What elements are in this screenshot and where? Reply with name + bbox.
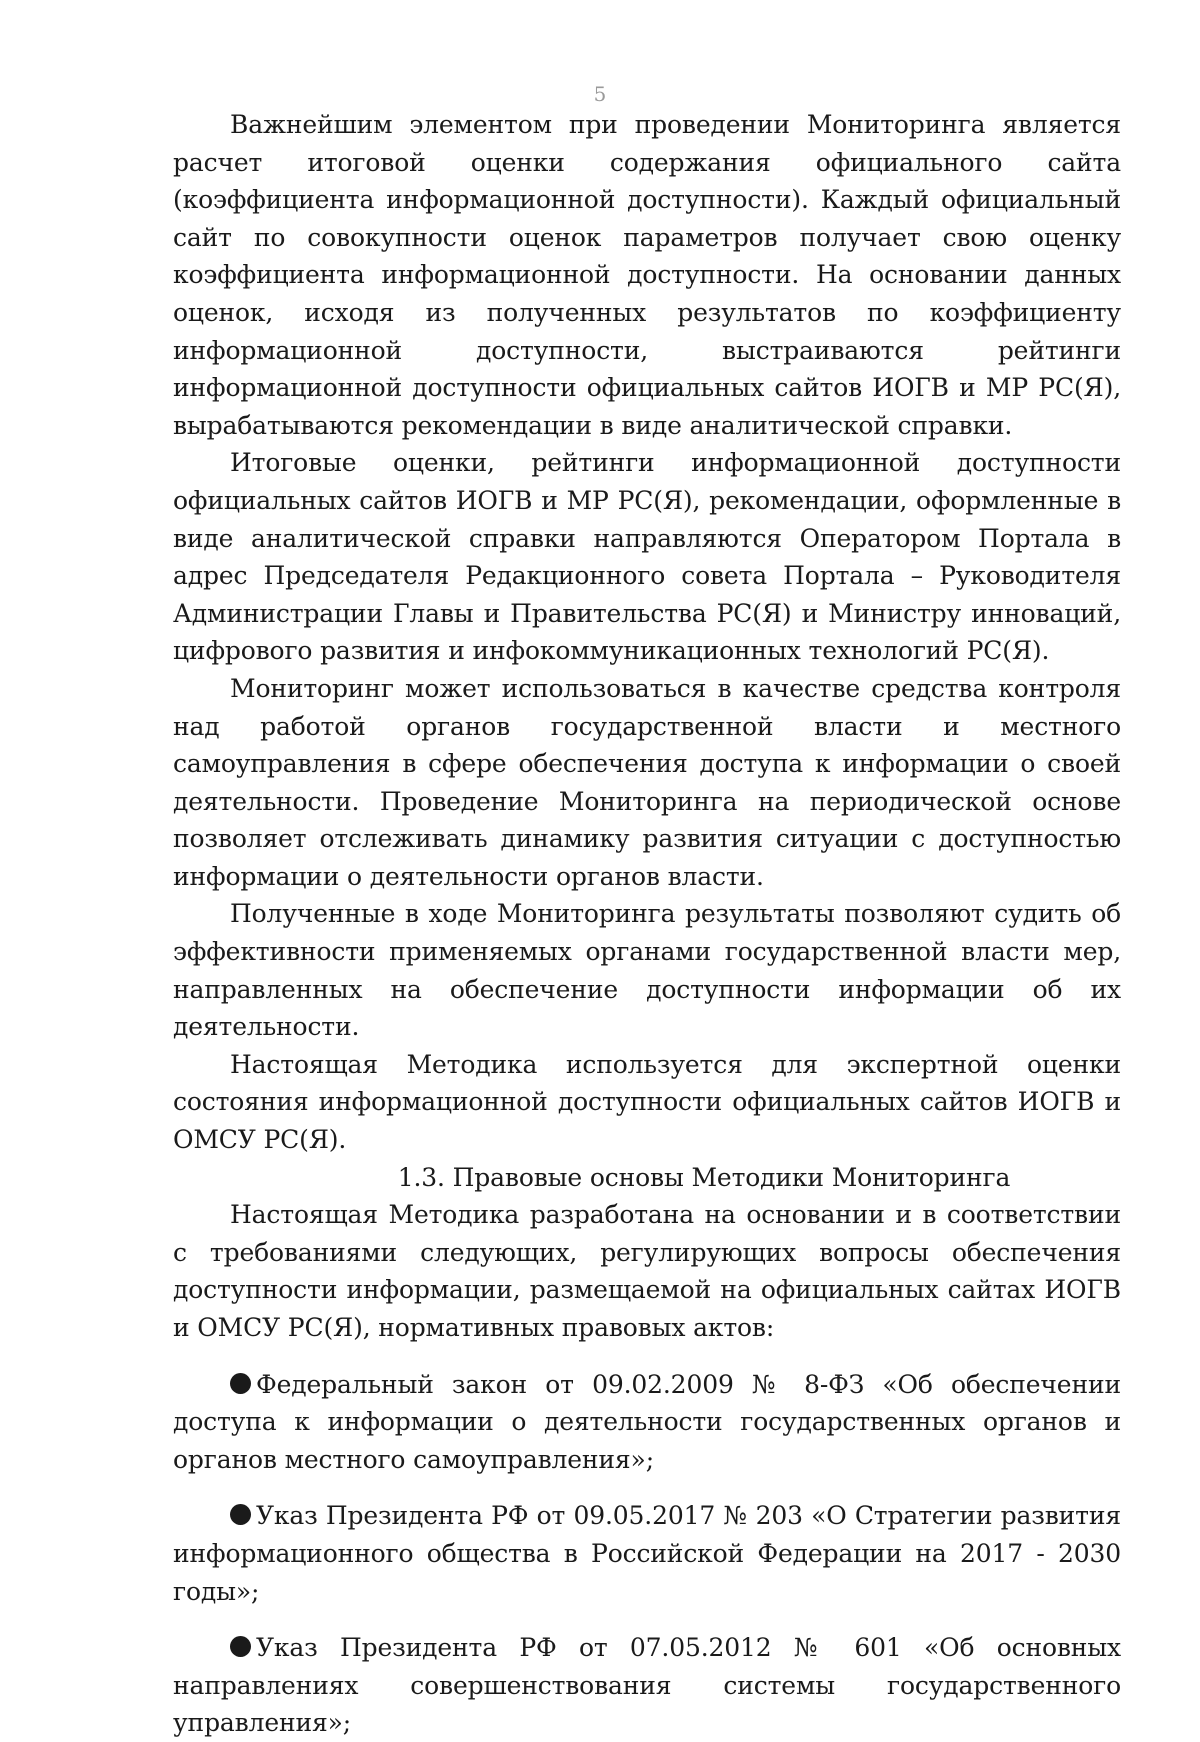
list-item (173, 1497, 1121, 1610)
paragraph-monitoring-control: Мониторинг может использоваться в качестве средства контроля над работой органов государственной власти и местного самоуправления в сфере обеспечения доступа к информации о своей деятельности. Проведение Мониторинга на периодической основе позволяет отслеживать динамику развития ситуации с доступностью информации о деятельности органов власти. (173, 673, 1121, 891)
list-item (173, 1366, 1121, 1479)
list-item-text: Указ Президента РФ от 09.05.2017 № 203 «О Стратегии развития информационного общества в Российской Федерации на 2017 - 2030 годы»; (173, 1501, 1121, 1606)
section-intro-paragraph: Настоящая Методика разработана на основании и в соответствии с требованиями следующих, регулирующих вопросы обеспечения доступности информации, размещаемой на официальных сайтах ИОГВ и ОМСУ РС(Я), нормативных правовых актов: (173, 1200, 1121, 1342)
list-item-text: Указ Президента РФ от 07.05.2012 № 601 «Об основных направлениях совершенствования системы государственного управления»; (173, 1633, 1121, 1738)
list-item-text: Федеральный закон от 09.02.2009 № 8-ФЗ «Об обеспечении доступа к информации о деятельности государственных органов и органов местного самоуправления»; (173, 1369, 1121, 1474)
bullet-icon (230, 1636, 251, 1657)
page-number: 5 (593, 82, 607, 106)
paragraph-rating-calculation: Важнейшим элементом при проведении Мониторинга является расчет итоговой оценки содержания официального сайта (коэффициента информационной доступности). Каждый официальный сайт по совокупности оценок параметров получает свою оценку коэффициента информационной доступности. На основании данных оценок, исходя из полученных результатов по коэффициенту информационной доступности, выстраиваются рейтинги информационной доступности официальных сайтов ИОГВ и МР РС(Я), вырабатываются рекомендации в виде аналитической справки. (173, 110, 1121, 440)
paragraph-monitoring-results: Полученные в ходе Мониторинга результаты позволяют судить об эффективности применяемых органами государственной власти мер, направленных на обеспечение доступности информации об их деятельности. (173, 899, 1121, 1042)
paragraph-methodology-usage: Настоящая Методика используется для экспертной оценки состояния информационной доступности официальных сайтов ИОГВ и ОМСУ РС(Я). (173, 1049, 1121, 1155)
bullet-icon (230, 1373, 251, 1394)
bullet-icon (230, 1504, 251, 1525)
paragraph-final-scores: Итоговые оценки, рейтинги информационной доступности официальных сайтов ИОГВ и МР РС(Я), рекомендации, оформленные в виде аналитической справки направляются Оператором Портала в адрес Председателя Редакционного совета Портала – Руководителя Администрации Главы и Правительства РС(Я) и Министру инноваций, цифрового развития и инфокоммуникационных технологий РС(Я). (173, 448, 1121, 666)
list-item (173, 1629, 1121, 1742)
document-body (173, 106, 1121, 1742)
section-heading: 1.3. Правовые основы Методики Мониторинга (397, 1162, 1011, 1192)
